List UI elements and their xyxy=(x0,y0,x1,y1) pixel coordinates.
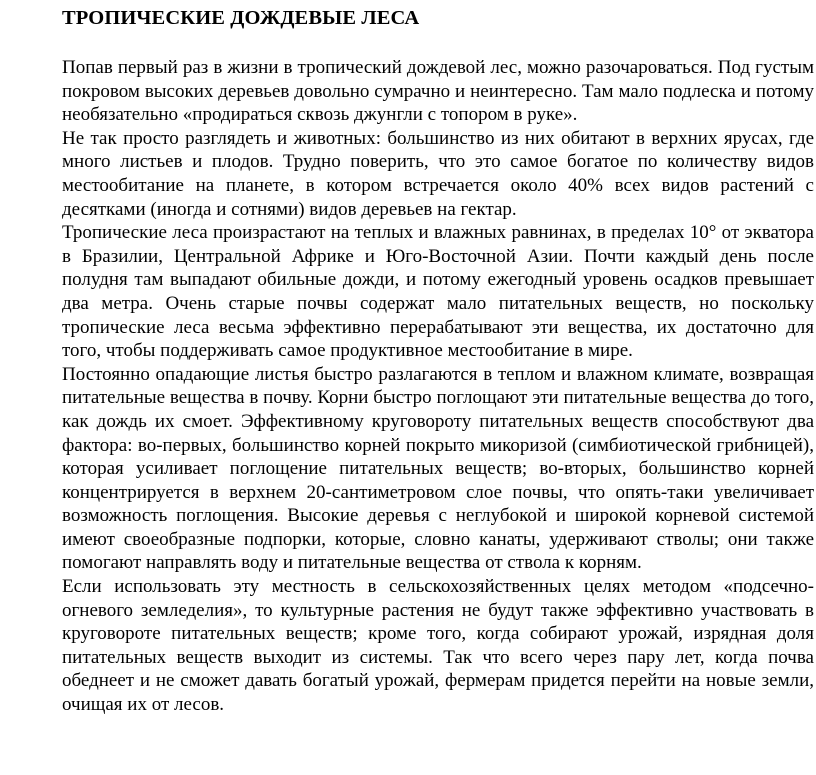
paragraph-4: Постоянно опадающие листья быстро разлагаются в теплом и влажном климате, возвращая питательные вещества в почву. Корни быстро поглощают эти питательные вещества до того, как дождь их смоет. Эффективному круговороту питательных веществ способствуют два фактора: во-первых, большинство корней покрыто микоризой (симбиотической грибницей), которая усиливает поглощение питательных веществ; во-вторых, большинство корней концентрируется в верхнем 20-сантиметровом слое почвы, что опять-таки увеличивает возможность поглощения. Высокие деревья с неглубокой и широкой корневой системой имеют своеобразные подпорки, которые, словно канаты, удерживают стволы; они также помогают направлять воду и питательные вещества от ствола к корням. xyxy=(62,363,814,574)
paragraph-5: Если использовать эту местность в сельскохозяйственных целях методом «подсечно-огневого земледелия», то культурные растения не будут также эффективно участвовать в круговороте питательных веществ; кроме того, когда собирают урожай, изрядная доля питательных веществ выходит из системы. Так что всего через пару лет, когда почва обеднеет и не сможет давать богатый урожай, фермерам придется перейти на новые земли, очищая их от лесов. xyxy=(62,576,814,716)
document-title: ТРОПИЧЕСКИЕ ДОЖДЕВЫЕ ЛЕСА xyxy=(62,7,420,29)
paragraph-1: Попав первый раз в жизни в тропический дождевой лес, можно разочароваться. Под густым покровом высоких деревьев довольно сумрачно и неинтересно. Там мало подлеска и потому необязательно «продираться сквозь джунгли с топором в руке». xyxy=(62,57,814,126)
paragraph-2: Не так просто разглядеть и животных: большинство из них обитают в верхних ярусах, где много листьев и плодов. Трудно поверить, что это самое богатое по количеству видов местообитание на планете, в котором встречается около 40% всех видов растений с десятками (иногда и сотнями) видов деревьев на гектар. xyxy=(62,127,814,220)
paragraph-3: Тропические леса произрастают на теплых и влажных равнинах, в пределах 10° от экватора в Бразилии, Центральной Африке и Юго-Восточной Азии. Почти каждый день после полудня там выпадают обильные дожди, и потому ежегодный уровень осадков превышает два метра. Очень старые почвы содержат мало питательных веществ, но поскольку тропические леса весьма эффективно перерабатывают эти вещества, их достаточно для того, чтобы поддерживать самое продуктивное местообитание в мире. xyxy=(62,222,814,362)
document-page xyxy=(62,0,814,717)
